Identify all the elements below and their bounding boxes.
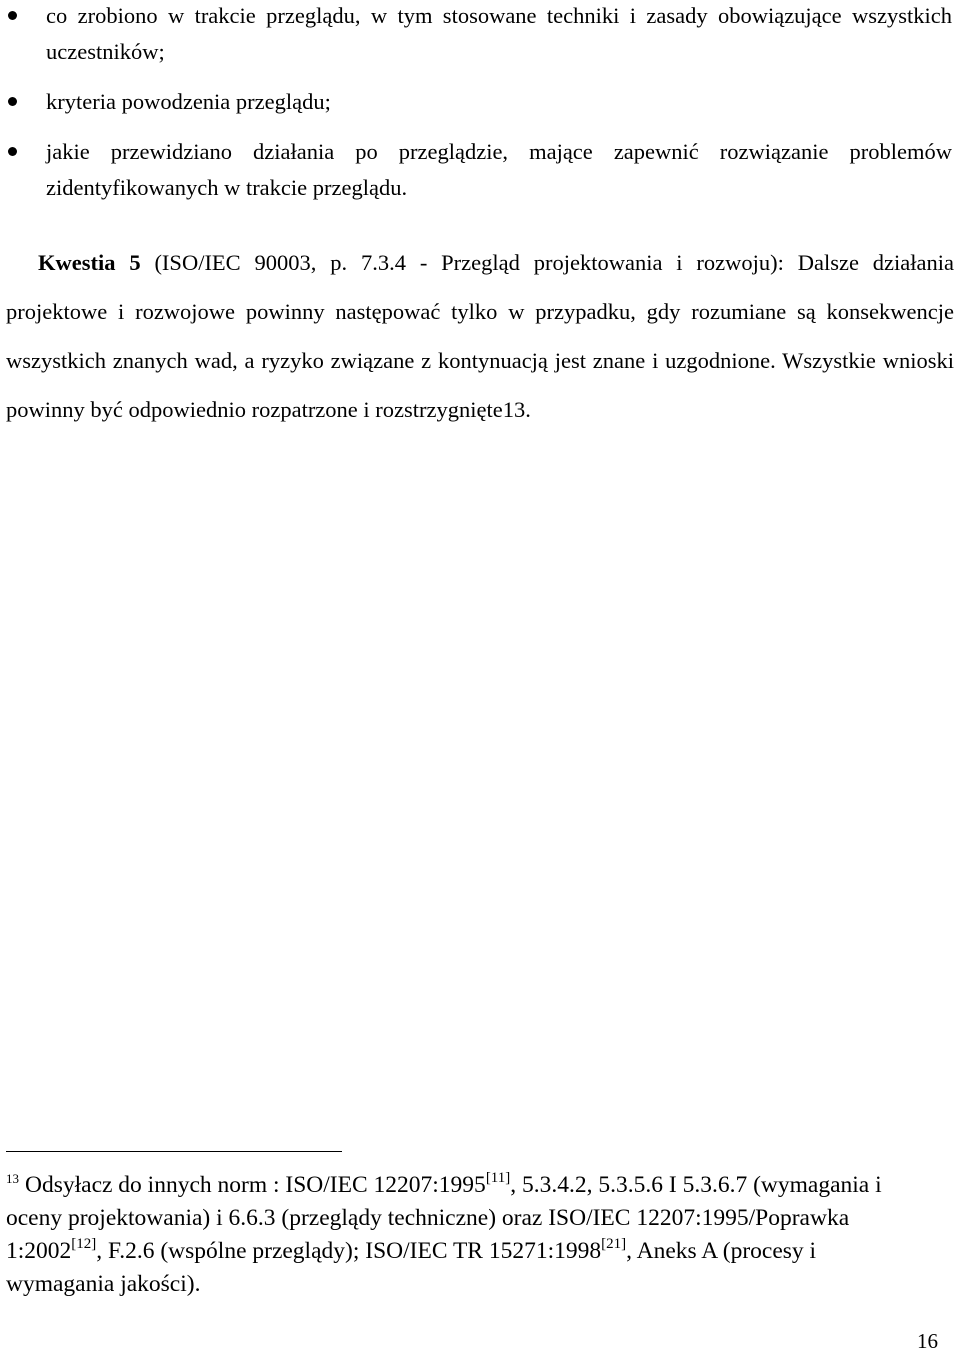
body-paragraph	[6, 238, 954, 434]
footnote-text: , 5.3.4.2, 5.3.5.6 I 5.3.6.7 (wymagania i oceny projektowania) i 6.6.3 (przeglądy techniczne) oraz ISO/IEC 12207:1995/Poprawka 1:2002	[6, 1172, 882, 1264]
footnote-text: Odsyłacz do innych norm : ISO/IEC 12207:1995	[25, 1172, 486, 1198]
bullet-item	[0, 134, 952, 206]
bullet-text: co zrobiono w trakcie przeglądu, w tym stosowane techniki i zasady obowiązujące wszystkich uczestników;	[46, 3, 952, 64]
page-number: 16	[917, 1329, 938, 1353]
footnote-reference: [21]	[601, 1236, 627, 1252]
footnote-reference: [12]	[71, 1236, 97, 1252]
bullet-item	[0, 84, 952, 120]
footnote-separator	[6, 1151, 342, 1152]
footnote-mark: 13	[6, 1171, 19, 1186]
bullet-list	[0, 0, 952, 220]
bullet-dot-icon	[8, 147, 17, 156]
bullet-dot-icon	[8, 11, 17, 20]
bullet-text: kryteria powodzenia przeglądu;	[46, 89, 331, 114]
bullet-dot-icon	[8, 97, 17, 106]
paragraph-lead: Kwestia 5	[38, 250, 141, 275]
bullet-text: jakie przewidziano działania po przeglądzie, mające zapewnić rozwiązanie problemów zidentyfikowanych w trakcie przeglądu.	[46, 139, 952, 200]
footnote-text: , Aneks A (procesy i wymagania jakości).	[6, 1238, 817, 1297]
footnote-text: , F.2.6 (wspólne przeglądy); ISO/IEC TR 15271:1998	[96, 1238, 602, 1264]
footnote	[6, 1162, 906, 1301]
footnote-reference: [11]	[485, 1170, 511, 1186]
paragraph-text: (ISO/IEC 90003, p. 7.3.4 - Przegląd projektowania i rozwoju): Dalsze działania projektowe i rozwojowe powinny następować tylko w przypadku, gdy rozumiane są konsekwencje wszystkich znanych wad, a ryzyko związane z kontynuacją jest znane i uzgodnione. Wszystkie wnioski powinny być odpowiednio rozpatrzone i rozstrzygnięte13.	[6, 250, 954, 422]
bullet-item	[0, 0, 952, 70]
